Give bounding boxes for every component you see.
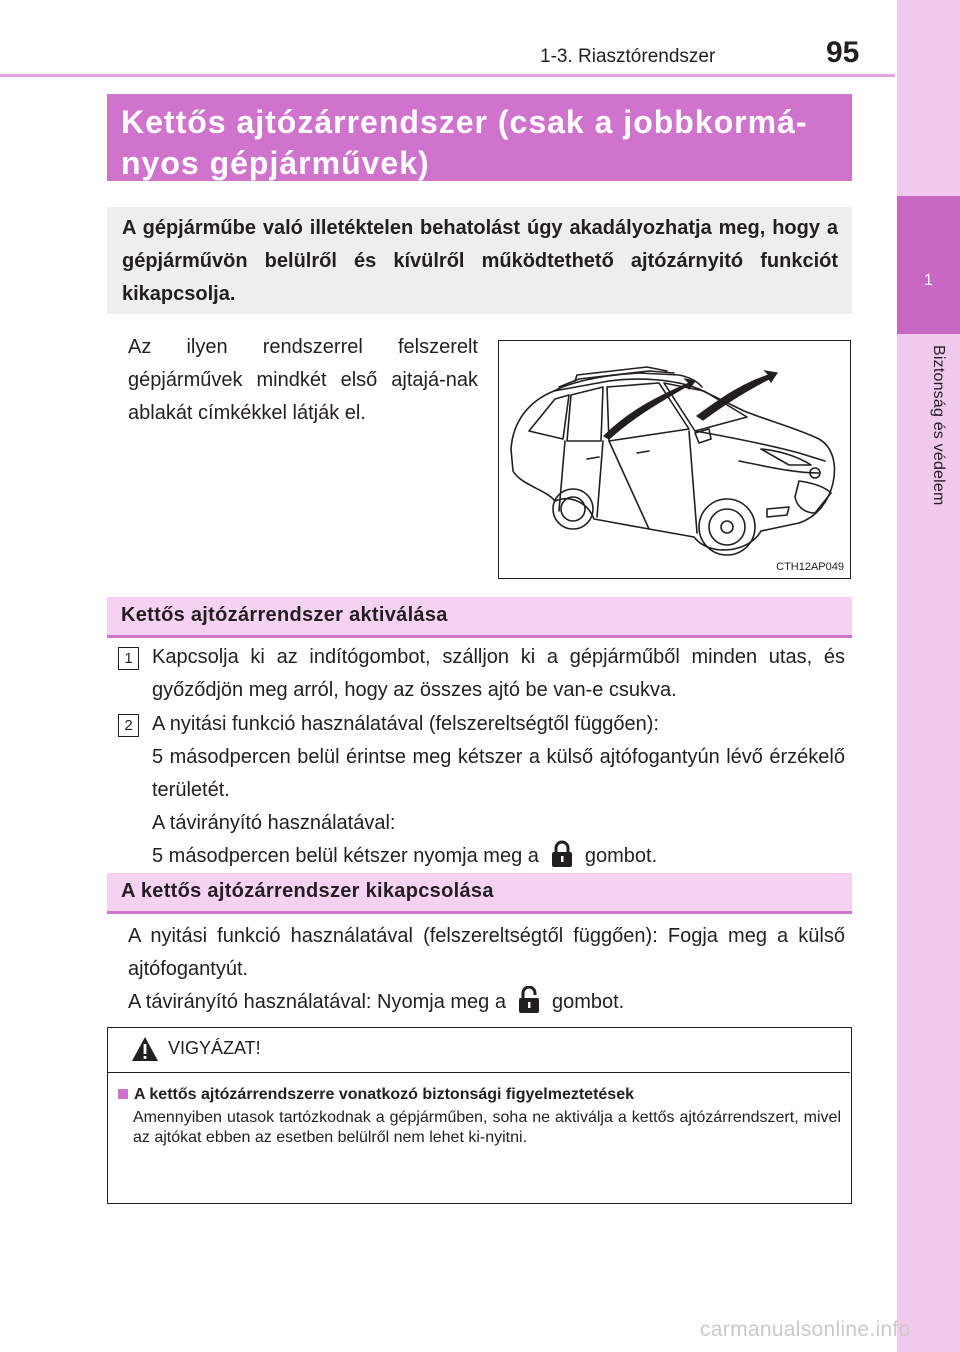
warning-triangle-icon bbox=[131, 1036, 159, 1062]
chapter-number-tab bbox=[897, 196, 960, 334]
watermark: carmanualsonline.info bbox=[700, 1318, 911, 1341]
intro-text: A gépjárműbe való illetéktelen behatolást úgy akadályozhatja meg, hogy a gépjárművön belülről és kívülről működtethető ajtózárnyitó funkciót kikapcsolja. bbox=[122, 217, 838, 305]
deactivation-text bbox=[128, 920, 845, 1019]
body-paragraph: Az ilyen rendszerrel felszerelt gépjárművek mindkét első ajtajá-nak ablakát címkékkel látják el. bbox=[128, 336, 478, 424]
warning-text: Amennyiben utasok tartózkodnak a gépjárműben, soha ne aktiválja a kettős ajtózárrendszert, mivel az ajtókat ebben az esetben belülről nem lehet ki-nyitni. bbox=[133, 1109, 841, 1146]
step-1-text bbox=[152, 641, 845, 707]
bullet-square-icon bbox=[118, 1089, 128, 1099]
warning-title-text: A kettős ajtózárrendszerre vonatkozó biztonsági figyelmeztetések bbox=[134, 1086, 634, 1103]
step-line: A távirányító használatával: bbox=[152, 812, 396, 834]
activation-heading: Kettős ajtózárrendszer aktiválása bbox=[121, 604, 448, 626]
car-drawing bbox=[499, 341, 850, 578]
car-illustration bbox=[498, 340, 851, 579]
step-number: 1 bbox=[118, 647, 139, 670]
deactivation-heading-box bbox=[107, 873, 852, 914]
deactivation-line-with-icon bbox=[128, 986, 845, 1019]
step-line: Kapcsolja ki az indítógombot, szálljon ki a gépjárműből minden utas, és győződjön meg arról, hogy az összes ajtó be van-e csukva. bbox=[152, 646, 845, 701]
step-line-start: 5 másodpercen belül kétszer nyomja meg a bbox=[152, 845, 539, 867]
warning-header bbox=[108, 1028, 850, 1073]
intro-box bbox=[107, 207, 852, 314]
page-number: 95 bbox=[826, 36, 860, 69]
warning-label: VIGYÁZAT! bbox=[168, 1038, 261, 1058]
activation-heading-box bbox=[107, 597, 852, 638]
step-number: 2 bbox=[118, 714, 139, 737]
main-heading-box bbox=[107, 94, 852, 181]
chapter-title: Biztonság és védelem bbox=[930, 345, 947, 506]
warning-title bbox=[118, 1086, 634, 1104]
step-line: A nyitási funkció használatával (felszereltségtől függően): bbox=[152, 713, 659, 735]
warning-box bbox=[107, 1027, 852, 1204]
step-line-with-icon bbox=[152, 840, 845, 873]
deactivation-heading: A kettős ajtózárrendszer kikapcsolása bbox=[121, 880, 494, 902]
main-heading: Kettős ajtózárrendszer (csak a jobbkormá-nyos gépjárművek) bbox=[121, 104, 808, 181]
figure-code: CTH12AP049 bbox=[776, 561, 844, 573]
deactivation-line: A nyitási funkció használatával (felszereltségtől függően): Fogja meg a külső ajtófogantyút. bbox=[128, 925, 845, 980]
lock-icon bbox=[549, 840, 575, 868]
chapter-number: 1 bbox=[924, 272, 933, 289]
step-2-text bbox=[152, 708, 845, 873]
deactivation-line-end: gombot. bbox=[551, 991, 625, 1013]
step-line: 5 másodpercen belül érintse meg kétszer a külső ajtófogantyún lévő érzékelő területét. bbox=[152, 746, 845, 801]
step-line-end: gombot. bbox=[584, 845, 658, 867]
section-title: 1-3. Riasztórendszer bbox=[540, 46, 716, 67]
header-rule bbox=[0, 74, 895, 77]
deactivation-line-start: A távirányító használatával: Nyomja meg a bbox=[128, 991, 506, 1013]
unlock-icon bbox=[516, 986, 542, 1014]
